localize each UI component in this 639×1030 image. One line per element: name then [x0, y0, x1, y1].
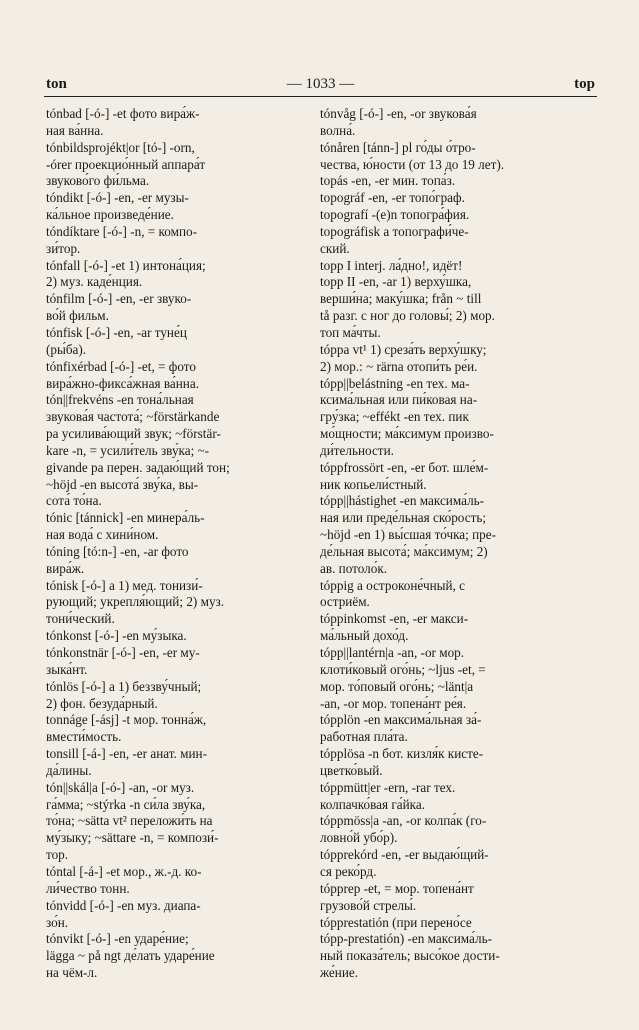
- dictionary-line: ная вода́ с хини́ном.: [46, 527, 159, 543]
- dictionary-line: ма́льный дохо́д.: [320, 628, 409, 644]
- dictionary-line: ная ва́нна.: [46, 122, 104, 138]
- dictionary-line: на чём-л.: [46, 965, 98, 981]
- dictionary-line: тони́ческий.: [46, 611, 115, 627]
- dictionary-line: ся реко́рд.: [320, 863, 377, 879]
- dictionary-line: 2) муз. каде́нция.: [46, 274, 143, 290]
- dictionary-line: tónvikt [-ó-] -en ударе́ние;: [46, 931, 189, 947]
- dictionary-line: ка́льное произведе́ние.: [46, 207, 174, 223]
- dictionary-line: tópplön -en максима́льная за́-: [320, 712, 482, 728]
- dictionary-line: tónkonstnär [-ó-] -en, -er му-: [46, 645, 200, 660]
- dictionary-line: вмести́мость.: [46, 729, 122, 745]
- dictionary-line: tónbad [-ó-] -et фото вира́ж-: [46, 106, 200, 121]
- dictionary-line: му́зыку; ~sättare -n, = компози́-: [46, 830, 219, 846]
- dictionary-line: зо́н.: [46, 914, 69, 930]
- dictionary-line: tóndíktare [-ó-] -n, = компо-: [46, 223, 197, 239]
- dictionary-line: topografí -(e)n топогра́фия.: [320, 207, 470, 223]
- dictionary-line: tópp-prestatión) -en максима́ль-: [320, 931, 492, 947]
- dictionary-line: tónfixérbad [-ó-] -et, = фото: [46, 358, 196, 374]
- dictionary-line: tópprestatión (при перено́се: [320, 914, 472, 930]
- dictionary-line: tóntal [-á-] -et мор., ж.-д. ко-: [46, 863, 202, 879]
- dictionary-line: ли́чество тонн.: [46, 880, 130, 896]
- dictionary-line: колпачко́вая га́йка.: [320, 796, 426, 812]
- dictionary-line: tóppmütt|er -ern, -rar тех.: [320, 779, 456, 795]
- dictionary-line: tónlös [-ó-] a 1) беззву́чный;: [46, 678, 202, 694]
- left-column: [46, 106, 298, 982]
- page-header: [44, 74, 597, 97]
- dictionary-line: tópprekórd -en, -er выдаю́щий-: [320, 847, 489, 863]
- dictionary-line: 2) мор.: ~ rärna отопи́ть ре́и.: [320, 358, 478, 374]
- dictionary-line: tónfall [-ó-] -et 1) интона́ция;: [46, 257, 206, 273]
- header-guide-word-right: top: [574, 76, 595, 92]
- dictionary-line: ловно́й убо́р).: [320, 830, 398, 846]
- dictionary-line: tónkonst [-ó-] -en му́зыка.: [46, 628, 187, 644]
- dictionary-line: lägga ~ på ngt де́лать ударе́ние: [46, 948, 215, 964]
- dictionary-line: мо́щности; ма́ксимум произво-: [320, 426, 494, 442]
- dictionary-line: kare -n, = усили́тель зву́ка; ~-: [46, 442, 210, 458]
- dictionary-line: ник копьели́стный.: [320, 476, 427, 492]
- dictionary-line: tónvidd [-ó-] -en муз. диапа-: [46, 897, 201, 913]
- dictionary-line: tópp||belástning -en тех. ма-: [320, 375, 470, 391]
- dictionary-line: tóppfrossört -en, -er бот. шле́м-: [320, 459, 489, 475]
- dictionary-line: грузово́й стрелы́.: [320, 897, 417, 913]
- dictionary-line: рующий; укрепля́ющий; 2) муз.: [46, 594, 225, 610]
- dictionary-line: tónvåg [-ó-] -en, -or звукова́я: [320, 106, 477, 121]
- dictionary-line: топ ма́чты.: [320, 324, 381, 340]
- dictionary-line: ди́тельности.: [320, 442, 394, 458]
- dictionary-line: волна́.: [320, 122, 356, 138]
- dictionary-line: -an, -or мор. топена́нт ре́я.: [320, 695, 467, 711]
- dictionary-line: работная пла́та.: [320, 729, 408, 745]
- dictionary-line: tónisk [-ó-] a 1) мед. тонизи́-: [46, 577, 203, 593]
- dictionary-line: topp I interj. ла́дно!, идёт!: [320, 257, 463, 273]
- dictionary-line: ~höjd -en высота́ зву́ка, вы-: [46, 476, 199, 492]
- dictionary-line: ная или преде́льная ско́рость;: [320, 510, 487, 526]
- dictionary-line: tón||frekvéns -en тона́льная: [46, 392, 194, 408]
- dictionary-line: клоти́ковый ого́нь; ~ljus -et, =: [320, 661, 486, 677]
- dictionary-line: tónfilm [-ó-] -en, -er звуко-: [46, 291, 192, 307]
- dictionary-line: tón||skál|a [-ó-] -an, -or муз.: [46, 779, 195, 795]
- dictionary-line: tónfisk [-ó-] -en, -ar туне́ц: [46, 324, 187, 340]
- dictionary-line: tóndikt [-ó-] -en, -er музы-: [46, 190, 189, 206]
- dictionary-line: зыка́нт.: [46, 661, 88, 677]
- dictionary-line: tópp||hástighet -en максима́ль-: [320, 493, 485, 509]
- dictionary-line: tónbildsprojékt|or [tó-] -orn,: [46, 139, 195, 155]
- dictionary-line: topás -en, -er мин. топа́з.: [320, 173, 456, 189]
- dictionary-line: га́мма; ~stýrka -n си́ла зву́ка,: [46, 796, 206, 812]
- dictionary-line: topográfisk a топографи́че-: [320, 223, 469, 239]
- dictionary-line: topp II -en, -ar 1) верху́шка,: [320, 274, 472, 290]
- dictionary-line: вира́жно-фикса́жная ва́нна.: [46, 375, 199, 391]
- dictionary-line: tóppmöss|a -an, -or колпа́к (го-: [320, 813, 487, 829]
- dictionary-line: tónåren [tánn-] pl го́ды о́тро-: [320, 139, 476, 155]
- dictionary-line: верши́на; маку́шка; från ~ till: [320, 291, 482, 307]
- dictionary-line: tópplösa -n бот. кизля́к кисте-: [320, 746, 484, 762]
- dictionary-line: tóppa vt¹ 1) среза́ть верху́шку;: [320, 341, 487, 357]
- dictionary-line: то́на; ~sätta vt² переложи́ть на: [46, 813, 213, 829]
- dictionary-line: (ры́ба).: [46, 341, 87, 357]
- dictionary-line: де́льная высота́; ма́ксимум; 2): [320, 543, 488, 559]
- dictionary-line: tóppig a остроконе́чный, с: [320, 577, 466, 593]
- right-column: [320, 106, 566, 982]
- dictionary-line: ский.: [320, 240, 350, 256]
- dictionary-line: tå разг. с ног до головы́; 2) мор.: [320, 308, 495, 324]
- dictionary-line: ав. потоло́к.: [320, 560, 388, 576]
- dictionary-line: ~höjd -en 1) вы́сшая то́чка; пре-: [320, 527, 496, 543]
- dictionary-line: tonnáge [-ásj] -t мор. тонна́ж,: [46, 712, 207, 728]
- dictionary-line: ксима́льная или пи́ковая на-: [320, 392, 478, 408]
- dictionary-line: topográf -en, -er топо́граф.: [320, 190, 465, 206]
- dictionary-line: вира́ж.: [46, 560, 85, 576]
- dictionary-line: ный показа́тель; высо́кое дости-: [320, 948, 500, 964]
- dictionary-line: tópp||lantérn|a -an, -or мор.: [320, 645, 465, 660]
- dictionary-line: pa усилива́ющий звук; ~förstär-: [46, 426, 221, 442]
- dictionary-line: сота́ то́на.: [46, 493, 102, 509]
- dictionary-line: tóppinkomst -en, -er макси-: [320, 611, 469, 627]
- dictionary-line: остриём.: [320, 594, 370, 610]
- dictionary-line: tópprep -et, = мор. топена́нт: [320, 880, 474, 896]
- dictionary-line: да́лины.: [46, 762, 92, 778]
- dictionary-line: чества, ю́ности (от 13 до 19 лет).: [320, 156, 505, 172]
- dictionary-line: зи́тор.: [46, 240, 81, 256]
- dictionary-line: мор. то́повый ого́нь; ~länt|a: [320, 678, 474, 694]
- dictionary-line: же́ние.: [320, 965, 359, 981]
- dictionary-line: тор.: [46, 847, 69, 863]
- dictionary-line: гру́зка; ~effékt -en тех. пик: [320, 409, 469, 425]
- dictionary-line: цветко́вый.: [320, 762, 383, 778]
- dictionary-line: звуково́го фи́льма.: [46, 173, 150, 189]
- header-guide-word-left: ton: [46, 76, 67, 92]
- dictionary-line: givande pa перен. задаю́щий тон;: [46, 459, 230, 475]
- dictionary-line: tóning [tó:n-] -en, -ar фото: [46, 543, 189, 559]
- dictionary-line: во́й фильм.: [46, 308, 109, 324]
- dictionary-line: звукова́я частота́; ~förstärkande: [46, 409, 220, 425]
- dictionary-line: -órer проекцио́нный аппара́т: [46, 156, 206, 172]
- dictionary-line: tónic [tánnick] -en минера́ль-: [46, 510, 205, 526]
- dictionary-line: 2) фон. безуда́рный.: [46, 695, 158, 711]
- dictionary-line: tonsill [-á-] -en, -er анат. мин-: [46, 746, 207, 762]
- page-number: — 1033 —: [286, 76, 355, 92]
